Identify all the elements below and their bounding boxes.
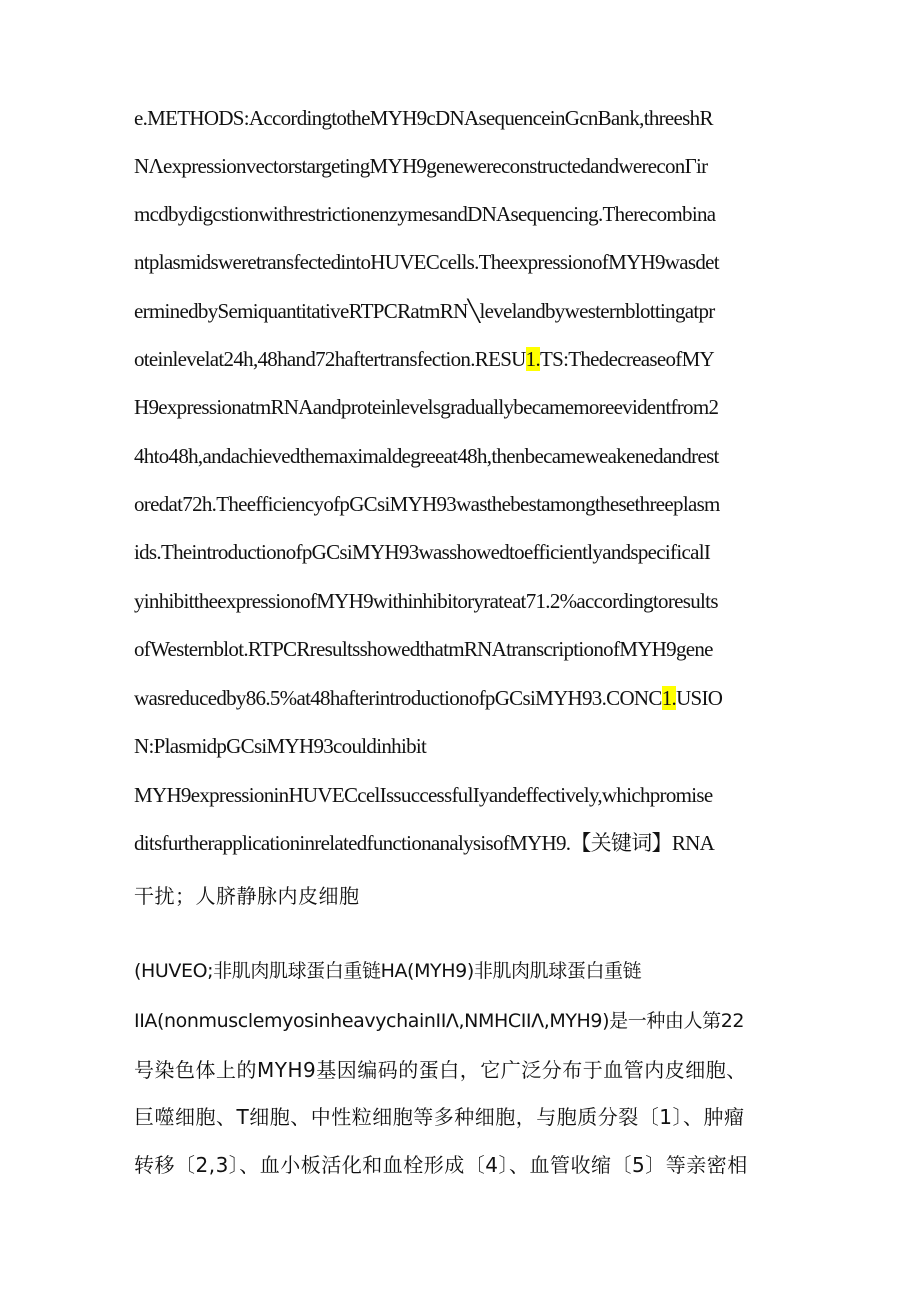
text-line: ditsfurtherapplicationinrelatedfunctionanalysisofMYH9.【关键词】RNA (134, 831, 715, 855)
text-line (134, 345, 794, 373)
text-line: N:PlasmidpGCsiMYH93couldinhibit (134, 734, 427, 758)
highlighted-text: 1. (525, 347, 541, 371)
text-line: 号染色体上的MYH9基因编码的蛋白，它广泛分布于血管内皮细胞、 (134, 1058, 747, 1082)
text-line: 4hto48h,andachievedthemaximaldegreeat48h,thenbecameweakenedandrest (134, 444, 719, 468)
text-line: e.METHODS:AccordingtotheMYH9cDNAsequenceinGcnBank,threeshR (134, 106, 713, 130)
text-line: ofWesternblot.RTPCRresultsshowedthatmRNAtranscriptionofMYH9gene (134, 637, 713, 661)
text-segment: TS:ThedecreaseofMY (540, 347, 715, 371)
text-line: H9expressionatmRNAandproteinlevelsgraduallybecamemoreevidentfrom2 (134, 395, 719, 419)
text-line: ntplasmidsweretransfectedintoHUVECcells.TheexpressionofMYH9wasdet (134, 250, 719, 274)
text-segment: oteinlevelat24h,48hand72haftertransfection.RESU (134, 347, 526, 371)
text-line: NΛexpressionvectorstargetingMYH9genewereconstructedandwereconΓir (134, 154, 708, 178)
highlighted-text: 1. (661, 686, 677, 710)
text-line: erminedbySemiquantitativeRTPCRatmRN╲levelandbywesternblottingatpr (134, 299, 715, 323)
text-line: MYH9expressioninHUVECcelIssuccessfulIyandeffectively,whichpromise (134, 783, 713, 807)
text-line: IIA(nonmusclemyosinheavychainIIΛ,NMHCIIΛ,MYH9)是一种由人第22 (134, 1010, 745, 1032)
text-line: oredat72h.TheefficiencyofpGCsiMYH93wasthebestamongthesethreeplasm (134, 492, 720, 516)
text-line (134, 684, 794, 712)
text-segment: USIO (676, 686, 723, 710)
keywords-line: 干扰；人脐静脉内皮细胞 (134, 884, 360, 908)
text-segment: wasreducedby86.5%at48hafterintroductionofpGCsiMYH93.CONC (134, 686, 662, 710)
text-line: 巨噬细胞、T细胞、中性粒细胞等多种细胞，与胞质分裂〔1〕、肿瘤 (134, 1105, 745, 1129)
text-line: 转移〔2,3〕、血小板活化和血栓形成〔4〕、血管收缩〔5〕等亲密相 (134, 1153, 748, 1177)
text-line: ids.TheintroductionofpGCsiMYH93wasshowedtoefficientlyandspecificalI (134, 540, 711, 564)
text-line: mcdbydigcstionwithrestrictionenzymesandDNAsequencing.Therecombina (134, 202, 716, 226)
text-line: yinhibittheexpressionofMYH9withinhibitoryrateat71.2%accordingtoresults (134, 589, 718, 613)
text-line: (HUVEO;非肌肉肌球蛋白重链HA(MYH9)非肌肉肌球蛋白重链 (134, 960, 642, 982)
